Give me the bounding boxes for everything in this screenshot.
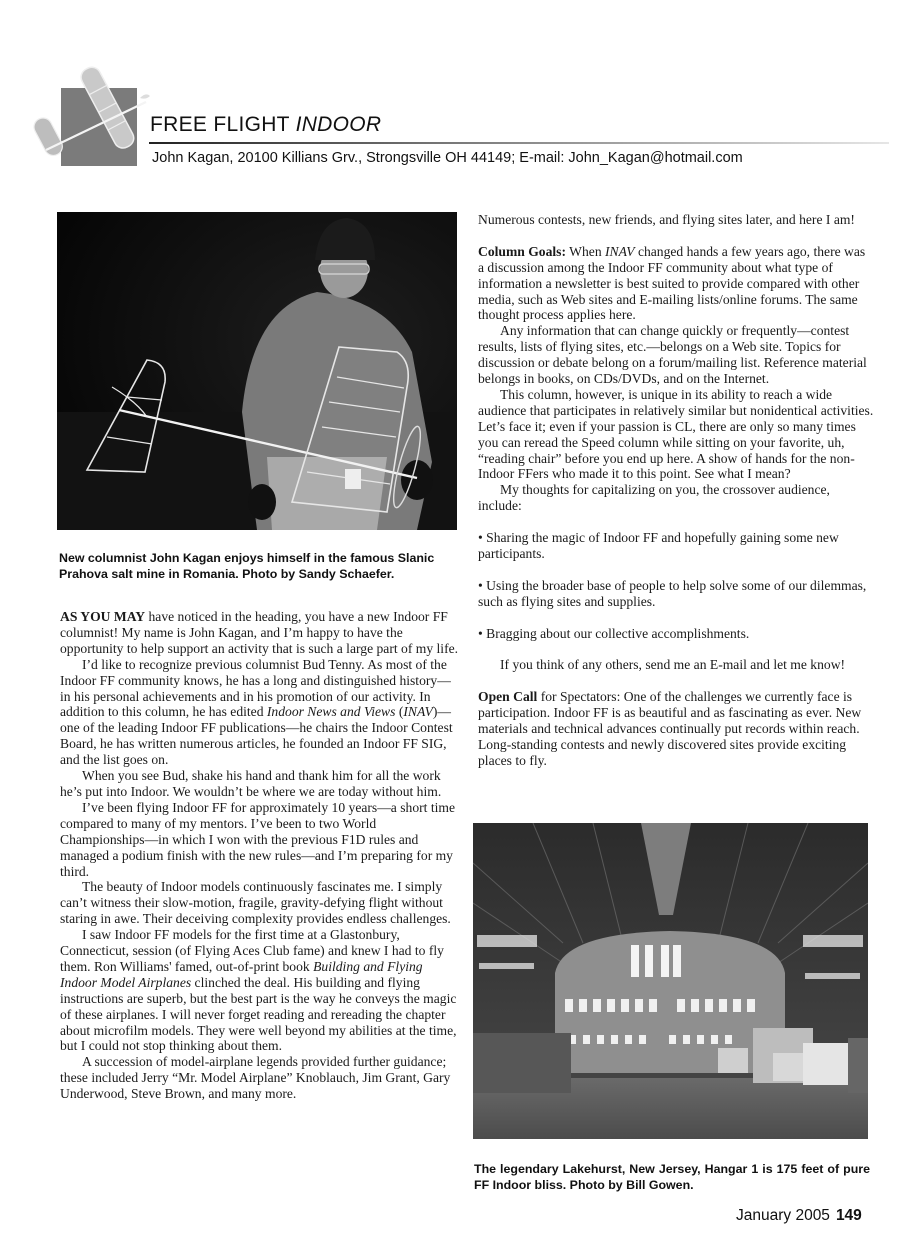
bullet-item: • Bragging about our collective accomplishments. bbox=[478, 625, 750, 641]
page-footer bbox=[736, 1207, 862, 1225]
column-title: FREE FLIGHT INDOOR bbox=[150, 113, 382, 136]
article-paragraph: Numerous contests, new friends, and flying sites later, and here I am! bbox=[478, 212, 855, 227]
photo-hangar-image bbox=[473, 823, 868, 1139]
article-paragraph: Column Goals: When INAV changed hands a few years ago, there was a discussion among the Indoor FF community about what type of information a newsletter is best suited to provide compared with other media, such as Web sites and E-mailing lists/online forums. The same thought process applies here. bbox=[478, 243, 866, 323]
article-paragraph: Any information that can change quickly or frequently—contest results, lists of flying sites, etc.—belongs on a Web site. Topics for discussion or debate belong on a forum/mailing list. Reference material belongs in books, on CDs/DVDs, and on the Internet. bbox=[478, 323, 867, 387]
column-title-italic: INDOOR bbox=[295, 113, 382, 136]
page-number: 149 bbox=[835, 1207, 862, 1224]
section-heading-open-call: Open Call bbox=[478, 689, 538, 705]
article-paragraph: I saw Indoor FF models for the first time at a Glastonbury, Connecticut, session (of Flying Aces Club fame) and knew I had to fly them. Ron Williams' famed, out-of-print book Building and Flying Indoor Model Airplanes clinched the deal. His building and flying instructions are superb, but the best part is the way he conveys the magic of these airplanes. I will never forget reading and rereading the chapter about microfilm models. They were well beyond my abilities at the time, but I could not stop thinking about them. bbox=[60, 927, 457, 1054]
publication-title: Indoor News and Views bbox=[266, 704, 396, 720]
article-column-right bbox=[478, 212, 874, 769]
article-paragraph: My thoughts for capitalizing on you, the crossover audience, include: bbox=[478, 482, 830, 514]
bullet-item: • Sharing the magic of Indoor FF and hopefully gaining some new participants. bbox=[478, 530, 839, 561]
photo-caption-hangar: The legendary Lakehurst, New Jersey, Hangar 1 is 175 feet of pure FF Indoor bliss. Photo by Bill Gowen. bbox=[474, 1162, 870, 1192]
article-paragraph: This column, however, is unique in its ability to reach a wide audience that participates in relatively similar but nonidentical activities. Let’s face it; even if your passion is CL, there are only so many times you can reread the Speed column while sitting on your favorite, uh, “reading chair” before you end up here. A show of hands for the non-Indoor FFers who made it to this point. See what I mean? bbox=[478, 386, 874, 482]
article-paragraph: The beauty of Indoor models continuously fascinates me. I simply can’t witness their slow-motion, fragile, gravity-defying flight without staring in awe. Their deceiving complexity provides endless challenges. bbox=[60, 879, 451, 927]
article-column-left bbox=[60, 609, 460, 1102]
section-heading-column-goals: Column Goals: bbox=[478, 243, 566, 259]
article-paragraph: A succession of model-airplane legends provided further guidance; these included Jerry “Mr. Model Airplane” Knoblauch, Jim Grant, Gary Underwood, Steve Brown, and many more. bbox=[60, 1054, 451, 1102]
bullet-item: • Using the broader base of people to help solve some of our dilemmas, such as flying sites and supplies. bbox=[478, 577, 867, 609]
article-paragraph: AS YOU MAY have noticed in the heading, you have a new Indoor FF columnist! My name is John Kagan, and I’m happy to have the opportunity to help support an activity that is such a large part of my life. bbox=[60, 609, 459, 656]
author-contact: John Kagan, 20100 Killians Grv., Strongsville OH 44149; E-mail: John_Kagan@hotmail.com bbox=[152, 150, 743, 166]
model-airplane-logo-icon bbox=[28, 58, 158, 168]
article-paragraph: If you think of any others, send me an E-mail and let me know! bbox=[500, 657, 846, 673]
header-divider bbox=[149, 142, 889, 144]
photo-caption-columnist: New columnist John Kagan enjoys himself in the famous Slanic Prahova salt mine in Romania. Photo by Sandy Schaefer. bbox=[59, 551, 435, 581]
book-title: Building and Flying Indoor Model Airplanes bbox=[60, 958, 423, 990]
article-paragraph: When you see Bud, shake his hand and thank him for all the work he’s put into Indoor. We wouldn’t be where we are today without him. bbox=[60, 768, 442, 799]
article-paragraph: I’d like to recognize previous columnist Bud Tenny. As most of the Indoor FF community knows, he has a long and distinguished history—in his personal achievements and in his promotion of our activity. In addition to this column, he has edited Indoor News and Views (INAV)—one of the leading Indoor FF publications—he chairs the Indoor Contest Board, he has written numerous articles, he founded an Indoor FF SIG, and the list goes on. bbox=[60, 656, 453, 768]
article-paragraph: Open Call for Spectators: One of the challenges we currently face is participation. Indoor FF is as beautiful and as fascinating as ever. New materials and technical advances continually put records within reach. Long-standing contests and newly discovered sites provide exciting places to fly. bbox=[478, 689, 862, 768]
photo-lakehurst-hangar bbox=[473, 823, 868, 1139]
photo-columnist-image bbox=[57, 212, 457, 530]
lead-in: AS YOU MAY bbox=[60, 609, 146, 624]
article-paragraph: I’ve been flying Indoor FF for approximately 10 years—a short time compared to many of my mentors. I’ve been to two World Championships—in which I won with the previous F1D rules and managed a podium finish with the new rules—and I’m preparing for my third. bbox=[60, 799, 455, 879]
photo-columnist-with-model bbox=[57, 212, 457, 530]
issue-date: January 2005 bbox=[736, 1207, 830, 1224]
